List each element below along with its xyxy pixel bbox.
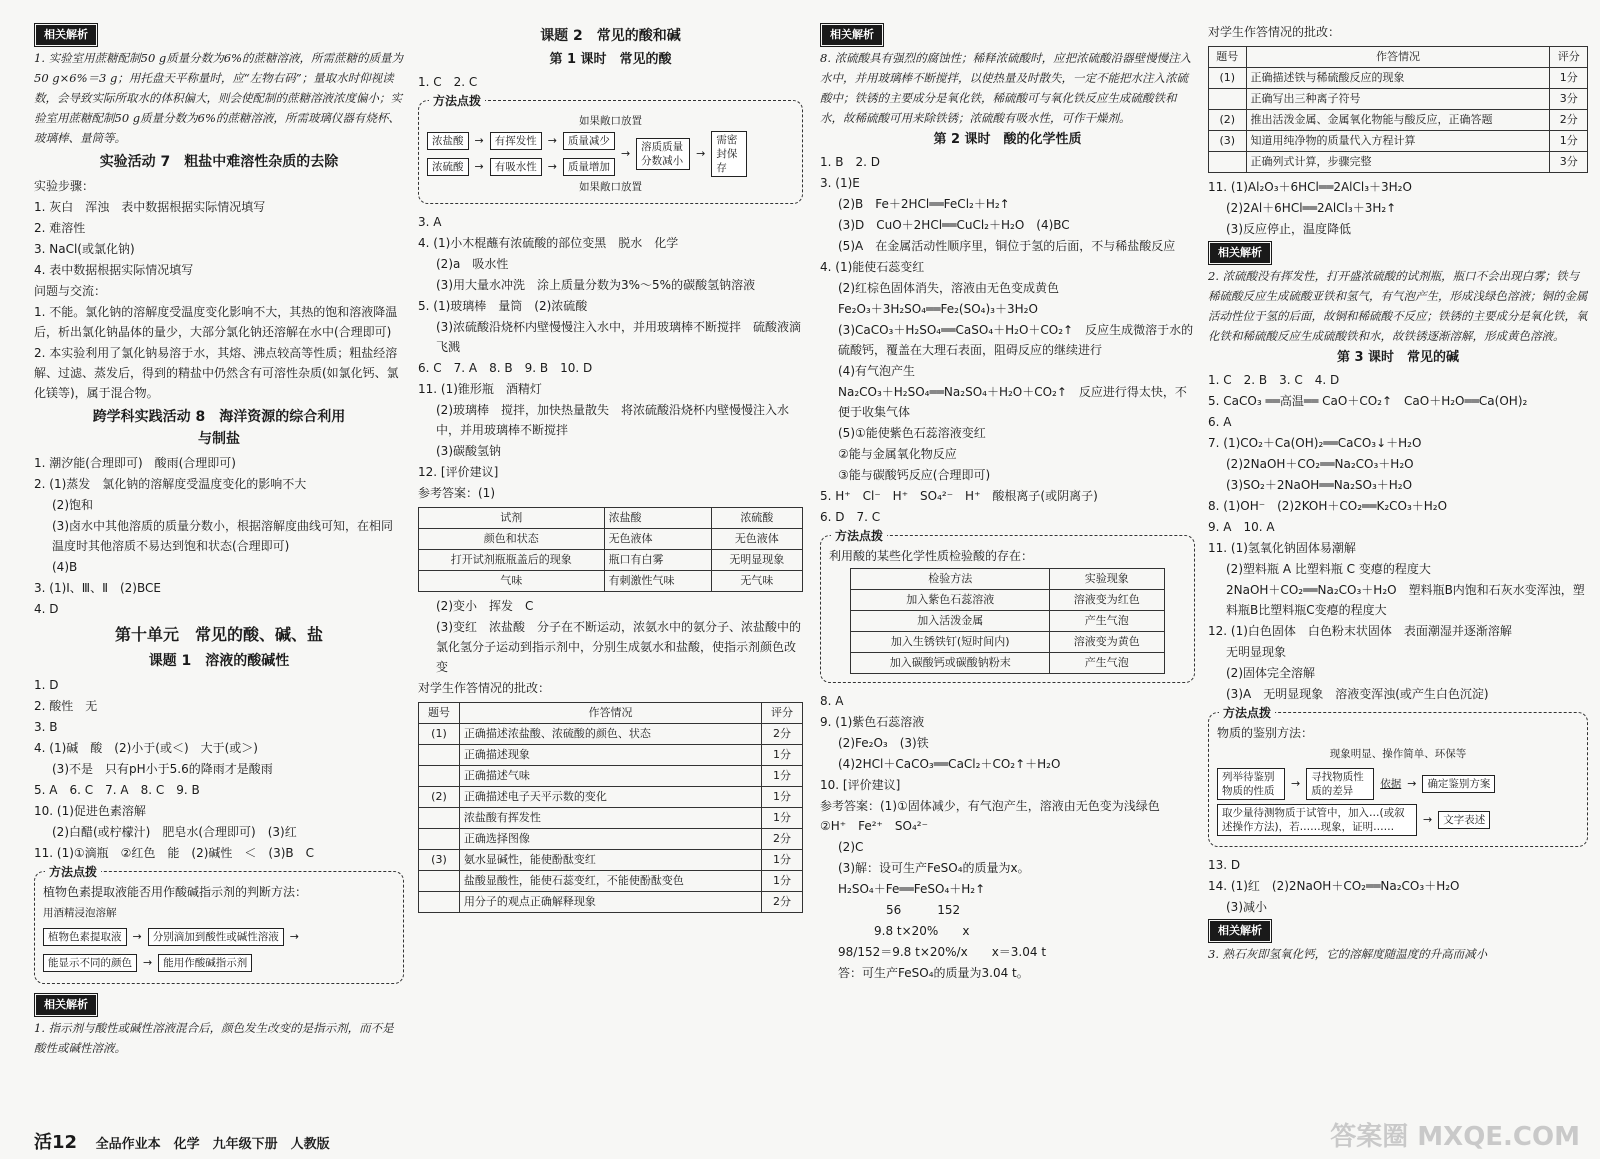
answer-line: 14. (1)红 (2)2NaOH＋CO₂══Na₂CO₃＋H₂O — [1208, 879, 1460, 893]
table-row — [419, 829, 803, 850]
answer-list — [34, 453, 404, 619]
table-cell: 1分 — [762, 787, 803, 808]
table-cell: 有刺激性气味 — [604, 571, 711, 592]
flow-label: 如果敞口放置 — [579, 181, 642, 193]
answer-line: 3. (1)Ⅰ、Ⅲ、Ⅱ (2)BCE — [34, 581, 161, 595]
flow-node: 需密封保存 — [711, 131, 747, 177]
flow-node: 取少量待测物质于试管中，加入…(或叙述操作方法)，若……现象，证明…… — [1217, 804, 1417, 836]
method-tips-title: 方法点拨 — [429, 91, 485, 111]
table-cell: 1分 — [1550, 131, 1588, 152]
answer-line: 10. (1)促进色素溶解 — [34, 804, 146, 818]
answer-line: 1. D — [34, 678, 59, 692]
answer-line: 1. 灰白 浑浊 表中数据根据实际情况填写 — [34, 200, 266, 214]
answer-line: 2NaOH＋CO₂══Na₂CO₃＋H₂O 塑料瓶B内饱和石灰水变浑浊，塑料瓶B比塑料瓶C变瘪的程度大 — [1226, 583, 1585, 617]
answer-line: (2)固体完全溶解 — [1226, 666, 1315, 680]
table-cell: 正确描述气味 — [459, 766, 761, 787]
answer-line: 5. CaCO₃ ══高温══ CaO＋CO₂↑ CaO＋H₂O══Ca(OH)₂ — [1208, 394, 1528, 408]
table-row — [1209, 68, 1588, 89]
method-tips-title: 方法点拨 — [45, 862, 101, 882]
table-cell: 2分 — [1550, 110, 1588, 131]
answer-line: 6. A — [1208, 415, 1232, 429]
column-2 — [418, 22, 803, 1122]
answer-list — [34, 176, 404, 403]
table-cell: 正确写出三种离子符号 — [1246, 89, 1550, 110]
table-cell: (3) — [1209, 131, 1247, 152]
arrow-right-icon: → — [474, 134, 484, 147]
answer-line: 4. (1)能使石蕊变红 — [820, 260, 925, 274]
analysis-text: 8. 浓硫酸具有强烈的腐蚀性；稀释浓硫酸时，应把浓硫酸沿器壁慢慢注入水中，并用玻璃棒不断搅拌，以使热量及时散失，一定不能把水注入浓硫酸中；铁锈的主要成分是氧化铁，稀硫酸可与氧化铁反应生成硫酸铁和水，故稀硫酸可用来除铁锈；浓硫酸有吸水性，可作干燥剂。 — [820, 51, 1192, 125]
answer-line: 答：可生产FeSO₄的质量为3.04 t。 — [838, 966, 1029, 980]
table-row — [1209, 110, 1588, 131]
arrow-right-icon: → — [547, 160, 557, 173]
answer-line: 2. 难溶性 — [34, 221, 86, 235]
answer-line: 11. (1)Al₂O₃＋6HCl══2AlCl₃＋3H₂O — [1208, 180, 1412, 194]
method-tips-box — [820, 529, 1195, 683]
answer-line: 12. (1)白色固体 白色粉末状固体 表面潮湿并逐渐溶解 — [1208, 624, 1512, 638]
lesson-title: 课题 2 常见的酸和碱 — [540, 28, 681, 44]
table-header: 作答情况 — [459, 703, 761, 724]
table-cell: 正确描述现象 — [459, 745, 761, 766]
table-cell: 知道用纯净物的质量代入方程计算 — [1246, 131, 1550, 152]
answer-line: (2)红棕色固体消失，溶液由无色变成黄色 — [838, 281, 1059, 295]
answer-line: (2)塑料瓶 A 比塑料瓶 C 变瘪的程度大 — [1226, 562, 1431, 576]
arrow-right-icon: → — [143, 956, 153, 969]
table-cell: 打开试剂瓶瓶盖后的现象 — [419, 550, 605, 571]
flow-row — [427, 131, 615, 151]
answer-line: 1. B 2. D — [820, 155, 881, 169]
answer-line: (3)反应停止，温度降低 — [1226, 222, 1351, 236]
table-cell: 1分 — [762, 850, 803, 871]
answer-line: 11. (1)锥形瓶 酒精灯 — [418, 382, 542, 396]
table-cell: 正确列式计算，步骤完整 — [1246, 152, 1550, 173]
answer-line: Na₂CO₃＋H₂SO₄══Na₂SO₄＋H₂O＋CO₂↑ 反应进行得太快，不便于收集气体 — [838, 385, 1187, 419]
table-cell: (3) — [419, 850, 460, 871]
table-cell: 溶液变为黄色 — [1050, 632, 1165, 653]
table-row — [1209, 152, 1588, 173]
answer-line: (3)变红 浓盐酸 分子在不断运动，浓氨水中的氨分子、浓盐酸中的氯化氢分子运动到指示剂中，分别生成氨水和盐酸，使指示剂颜色改变 — [436, 620, 802, 674]
table-row — [419, 550, 803, 571]
grading-table — [1208, 46, 1588, 173]
answer-line: 9. (1)紫色石蕊溶液 — [820, 715, 925, 729]
column-4 — [1208, 22, 1588, 1122]
method-tips-title: 方法点拨 — [831, 526, 887, 546]
table-body — [851, 590, 1164, 674]
table-cell: 正确描述浓盐酸、浓硫酸的颜色、状态 — [459, 724, 761, 745]
answer-line: 5. H⁺ Cl⁻ H⁺ SO₄²⁻ H⁺ 酸根离子(或阴离子) — [820, 489, 1098, 503]
answer-list — [1208, 370, 1588, 704]
table-cell: 氨水显碱性，能使酚酞变红 — [459, 850, 761, 871]
table-row — [419, 871, 803, 892]
answer-line: 4. (1)碱 酸 (2)小于(或＜) 大于(或＞) — [34, 741, 258, 755]
answer-line: 3. A — [418, 215, 442, 229]
table-row — [1209, 131, 1588, 152]
arrow-right-icon: → — [1407, 777, 1417, 790]
answer-line: 1. 潮汐能(合理即可) 酸雨(合理即可) — [34, 456, 236, 470]
answer-line: (3)碳酸氢钠 — [436, 444, 501, 458]
table-cell: 1分 — [762, 766, 803, 787]
table-row — [419, 808, 803, 829]
flow-rows — [427, 131, 615, 177]
analysis-tag: 相关解析 — [822, 25, 882, 45]
period-title: 第 2 课时 酸的化学性质 — [933, 132, 1082, 147]
method-tips-desc: 植物色素提取液能否用作酸碱指示剂的判断方法： — [43, 885, 308, 899]
answer-line: (2)饱和 — [52, 498, 93, 512]
table-header-row — [419, 703, 803, 724]
answer-line: (2)玻璃棒 搅拌，加快热量散失 将浓硫酸沿烧杯内壁慢慢注入水中，并用玻璃棒不断搅拌 — [436, 403, 790, 437]
answer-line: 7. (1)CO₂＋Ca(OH)₂══CaCO₃↓＋H₂O — [1208, 436, 1422, 450]
table-cell: 产生气泡 — [1050, 653, 1165, 674]
table-cell: 无色液体 — [711, 529, 802, 550]
arrow-right-icon: → — [132, 930, 142, 943]
page-footer — [34, 1128, 330, 1154]
table-row — [419, 892, 803, 913]
table-body — [1209, 68, 1588, 173]
method-tips-desc: 物质的鉴别方法： — [1217, 726, 1314, 740]
table-row — [419, 571, 803, 592]
table-cell: 加入生锈铁钉(短时间内) — [851, 632, 1050, 653]
answer-list — [820, 152, 1195, 527]
answer-line: 8. A — [820, 694, 844, 708]
book-title: 全品作业本 化学 九年级下册 人教版 — [95, 1137, 330, 1152]
answer-list — [34, 675, 404, 863]
answer-list — [1208, 855, 1588, 917]
table-cell: (2) — [419, 787, 460, 808]
table-cell: 3分 — [1550, 152, 1588, 173]
table-header: 作答情况 — [1246, 47, 1550, 68]
answer-line: (3)D CuO＋2HCl══CuCl₂＋H₂O (4)BC — [838, 218, 1070, 232]
table-header-row — [1209, 47, 1588, 68]
flowchart — [43, 927, 395, 973]
table-cell: 无气味 — [711, 571, 802, 592]
table-cell: 加入活泼金属 — [851, 611, 1050, 632]
table-row — [419, 787, 803, 808]
flowchart — [1217, 804, 1579, 836]
answer-line: 4. 表中数据根据实际情况填写 — [34, 263, 194, 277]
answer-list — [1208, 177, 1588, 239]
table-row — [419, 745, 803, 766]
watermark: 答案圈 MXQE.COM — [1330, 1122, 1580, 1152]
answer-line: H₂SO₄＋Fe══FeSO₄＋H₂↑ — [838, 882, 986, 896]
answer-line: (3)卤水中其他溶质的质量分数小，根据溶解度曲线可知，在相同温度时其他溶质不易达到饱和状态(合理即可) — [52, 519, 394, 553]
answer-line: (2)白醋(或柠檬汁) 肥皂水(合理即可) (3)红 — [52, 825, 297, 839]
method-tips-title: 方法点拨 — [1219, 703, 1275, 723]
table-cell — [419, 892, 460, 913]
table-row — [1209, 89, 1588, 110]
analysis-tag: 相关解析 — [36, 995, 96, 1015]
table-cell: 1分 — [762, 745, 803, 766]
table-row — [851, 653, 1164, 674]
answer-line: 8. (1)OH⁻ (2)2KOH＋CO₂══K₂CO₃＋H₂O — [1208, 499, 1448, 513]
table-cell: 正确描述铁与稀硫酸反应的现象 — [1246, 68, 1550, 89]
answer-line: (4)有气泡产生 — [838, 364, 915, 378]
table-header: 检验方法 — [851, 569, 1050, 590]
flow-node: 寻找物质性质的差异 — [1306, 768, 1374, 800]
table-cell: 浓硫酸 — [711, 508, 802, 529]
answer-line: (2)变小 挥发 C — [436, 599, 534, 613]
answer-line: 无明显现象 — [1226, 645, 1287, 659]
table-cell: 产生气泡 — [1050, 611, 1165, 632]
flow-label: 如果敞口放置 — [579, 115, 642, 127]
answer-line: (4)B — [52, 560, 78, 574]
answer-line: 1. C 2. B 3. C 4. D — [1208, 373, 1340, 387]
unit-title: 第十单元 常见的酸、碱、盐 — [114, 625, 323, 644]
answer-line: 2. 酸性 无 — [34, 699, 98, 713]
period-title: 第 3 课时 常见的碱 — [1336, 350, 1460, 365]
arrow-right-icon: → — [1423, 813, 1433, 826]
flow-node: 浓硫酸 — [427, 158, 469, 176]
flow-node: 文字表述 — [1438, 811, 1490, 829]
page-number: 活12 — [34, 1132, 78, 1153]
answer-line: 4. (1)小木棍蘸有浓硫酸的部位变黑 脱水 化学 — [418, 236, 679, 250]
table-cell: 用分子的观点正确解释现象 — [459, 892, 761, 913]
answer-line: 9.8 t×20% x — [838, 924, 970, 938]
table-header: 题号 — [1209, 47, 1247, 68]
section-heading: 与制盐 — [198, 431, 240, 447]
answer-line: 9. A 10. A — [1208, 520, 1275, 534]
test-method-table — [850, 568, 1164, 674]
method-tips-box — [34, 865, 404, 984]
table-row — [419, 850, 803, 871]
flow-node: 植物色素提取液 — [43, 928, 127, 946]
answer-line: (2)2Al＋6HCl══2AlCl₃＋3H₂↑ — [1226, 201, 1397, 215]
table-header: 评分 — [1550, 47, 1588, 68]
analysis-text: 1. 实验室用蔗糖配制50 g质量分数为6%的蔗糖溶液，所需蔗糖的质量为50 g×6%＝3 g；用托盘天平称量时，应“左物右码”；量取水时仰视读数，会导致实际所取水的体积偏大，则会使配制的蔗糖溶液浓度偏小；实验室用蔗糖配制50 g质量分数为6%的蔗糖溶液，所需玻璃仪器有烧杯、玻璃棒、量筒等。 — [34, 51, 404, 145]
answer-line: 参考答案：(1)①固体减少，有气泡产生，溶液由无色变为浅绿色 ②H⁺ Fe²⁺ SO₄²⁻ — [820, 799, 1172, 833]
flow-node: 浓盐酸 — [427, 132, 469, 150]
arrow-right-icon: → — [289, 930, 299, 943]
table-cell: 盐酸显酸性，能使石蕊变红，不能使酚酞变色 — [459, 871, 761, 892]
flow-node: 有吸水性 — [490, 158, 542, 176]
answer-line: (3)A 无明显现象 溶液变浑浊(或产生白色沉淀) — [1226, 687, 1489, 701]
arrow-right-icon: → — [474, 160, 484, 173]
table-row — [851, 632, 1164, 653]
arrow-right-icon: → — [620, 147, 631, 160]
answer-line: 6. C 7. A 8. B 9. B 10. D — [418, 361, 593, 375]
arrow-right-icon: → — [696, 147, 706, 160]
flow-node: 确定鉴别方案 — [1422, 775, 1495, 793]
answer-line: (5)A 在金属活动性顺序里，铜位于氢的后面，不与稀盐酸反应 — [838, 239, 1176, 253]
answer-line: (3)解：设可生产FeSO₄的质量为x。 — [838, 861, 1030, 875]
analysis-text: 1. 指示剂与酸性或碱性溶液混合后，颜色发生改变的是指示剂，而不是酸性或碱性溶液。 — [34, 1021, 394, 1055]
table-cell: (1) — [1209, 68, 1247, 89]
answer-line: 6. D 7. C — [820, 510, 881, 524]
analysis-tag: 相关解析 — [1210, 243, 1270, 263]
analysis-text: 3. 熟石灰即氢氧化钙，它的溶解度随温度的升高而减小 — [1208, 947, 1488, 961]
flow-node: 列举待鉴别物质的性质 — [1217, 768, 1285, 800]
answer-line: 11. (1)①滴瓶 ②红色 能 (2)碱性 ＜ (3)B C — [34, 846, 315, 860]
answer-line: (5)①能使紫色石蕊溶液变红 — [838, 426, 986, 440]
table-cell: (2) — [1209, 110, 1247, 131]
answer-line: ②能与金属氧化物反应 — [838, 447, 957, 461]
answer-line: 5. A 6. C 7. A 8. C 9. B — [34, 783, 200, 797]
flow-node: 溶质质量分数减小 — [636, 138, 690, 170]
table-cell: 无色液体 — [604, 529, 711, 550]
answer-line: 3. (1)E — [820, 176, 860, 190]
answer-line: (2)B Fe＋2HCl══FeCl₂＋H₂↑ — [838, 197, 1010, 211]
answer-line: (3)用大量水冲洗 涂上质量分数为3%～5%的碳酸氢钠溶液 — [436, 278, 756, 292]
table-row — [419, 766, 803, 787]
answer-list — [820, 691, 1195, 983]
answer-line: 参考答案：(1) — [418, 486, 495, 500]
flow-node: 质量增加 — [563, 158, 615, 176]
column-3 — [820, 22, 1195, 1122]
flow-label: 现象明显、操作简单、环保等 — [1329, 748, 1467, 760]
table-cell: 气味 — [419, 571, 605, 592]
answer-line: (2)a 吸水性 — [436, 257, 509, 271]
flow-node: 能显示不同的颜色 — [43, 954, 137, 972]
table-cell: 瓶口有白雾 — [604, 550, 711, 571]
table-row — [419, 508, 803, 529]
answer-line: 1. 不能。氯化钠的溶解度受温度变化影响不大，其热的饱和溶液降温后，析出氯化钠晶体的量少，大部分氯化钠还溶解在水中(合理即可) — [34, 305, 398, 339]
table-cell: 浓盐酸有挥发性 — [459, 808, 761, 829]
answer-line: Fe₂O₃＋3H₂SO₄══Fe₂(SO₄)₃＋3H₂O — [838, 302, 1038, 316]
table-cell: (1) — [419, 724, 460, 745]
answer-line: (3)浓硫酸沿烧杯内壁慢慢注入水中，并用玻璃棒不断搅拌 硫酸液滴飞溅 — [436, 320, 802, 354]
table-cell: 无明显现象 — [711, 550, 802, 571]
table-cell: 溶液变为红色 — [1050, 590, 1165, 611]
answer-line: 11. (1)氢氧化钠固体易潮解 — [1208, 541, 1356, 555]
answer-line: (2)2NaOH＋CO₂══Na₂CO₃＋H₂O — [1226, 457, 1414, 471]
table-cell — [419, 745, 460, 766]
table-cell: 推出活泼金属、金属氧化物能与酸反应，正确答题 — [1246, 110, 1550, 131]
method-tips-box — [418, 94, 803, 204]
table-cell — [419, 871, 460, 892]
flowchart — [1217, 768, 1579, 800]
method-tips-box — [1208, 706, 1588, 847]
table-cell: 浓盐酸 — [604, 508, 711, 529]
answer-line: 2. (1)蒸发 氯化钠的溶解度受温度变化的影响不大 — [34, 477, 307, 491]
answer-line: (2)C — [838, 840, 864, 854]
answer-line: (2)Fe₂O₃ (3)铁 — [838, 736, 929, 750]
grading-table — [418, 702, 803, 913]
answer-line: 10. [评价建议] — [820, 778, 901, 792]
arrow-right-icon: → — [1291, 777, 1301, 790]
analysis-tag: 相关解析 — [36, 25, 96, 45]
answer-line: 56 152 — [838, 903, 961, 917]
table-row — [851, 611, 1164, 632]
answer-line: ③能与碳酸钙反应(合理即可) — [838, 468, 991, 482]
answer-line: 5. (1)玻璃棒 量筒 (2)浓硫酸 — [418, 299, 588, 313]
column-1 — [34, 22, 404, 1122]
answer-line: 问题与交流： — [34, 284, 107, 298]
flowchart — [427, 131, 794, 177]
table-cell: 2分 — [762, 892, 803, 913]
table-cell — [419, 829, 460, 850]
table-cell: 2分 — [762, 724, 803, 745]
analysis-tag: 相关解析 — [1210, 921, 1270, 941]
table-row — [419, 529, 803, 550]
answer-line: (4)2HCl＋CaCO₃══CaCl₂＋CO₂↑＋H₂O — [838, 757, 1061, 771]
section-heading: 实验活动 7 粗盐中难溶性杂质的去除 — [99, 154, 339, 170]
table-cell: 正确描述电子天平示数的变化 — [459, 787, 761, 808]
flow-node: 分别滴加到酸性或碱性溶液 — [148, 928, 284, 946]
table-cell: 加入紫色石蕊溶液 — [851, 590, 1050, 611]
answer-line: (3)CaCO₃＋H₂SO₄══CaSO₄＋H₂O＋CO₂↑ 反应生成微溶于水的硫酸钙，覆盖在大理石表面，阻碍反应的继续进行 — [838, 323, 1194, 357]
table-header-row — [851, 569, 1164, 590]
answer-line: 4. D — [34, 602, 59, 616]
answer-line: 13. D — [1208, 858, 1241, 872]
table-row — [419, 724, 803, 745]
answer-line: 98/152＝9.8 t×20%/x x＝3.04 t — [838, 945, 1047, 959]
table-cell: 2分 — [762, 829, 803, 850]
table-cell — [1209, 152, 1247, 173]
answer-line: 对学生作答情况的批改： — [418, 681, 551, 695]
arrow-right-icon: → — [547, 134, 557, 147]
table-body — [419, 724, 803, 913]
flow-row — [427, 157, 615, 177]
answer-line: 12. [评价建议] — [418, 465, 499, 479]
table-cell: 试剂 — [419, 508, 605, 529]
analysis-text: 2. 浓硫酸没有挥发性，打开盛浓硫酸的试剂瓶，瓶口不会出现白雾；铁与稀硫酸反应生成硫酸亚铁和氢气，有气泡产生，形成浅绿色溶液；铜的金属活动性位于氢的后面，故铜和稀硫酸不反应；铁锈的主要成分是氧化铁，氧化铁和稀硫酸反应生成硫酸铁和水，故铁锈逐渐溶解，形成黄色溶液。 — [1208, 269, 1588, 343]
reagent-table — [418, 507, 803, 592]
table-cell: 正确选择图像 — [459, 829, 761, 850]
answer-line: (3)不是 只有pH小于5.6的降雨才是酸雨 — [52, 762, 273, 776]
table-cell: 1分 — [1550, 68, 1588, 89]
method-tips-desc: 利用酸的某些化学性质检验酸的存在： — [829, 549, 1034, 563]
flow-node: 有挥发性 — [490, 132, 542, 150]
table-cell: 颜色和状态 — [419, 529, 605, 550]
answer-line: 1. C 2. C — [418, 75, 478, 89]
table-cell: 1分 — [762, 871, 803, 892]
answer-line: 3. NaCl(或氯化钠) — [34, 242, 135, 256]
answer-line: 对学生作答情况的批改： — [1208, 25, 1341, 39]
table-cell — [1209, 89, 1247, 110]
table-cell — [419, 766, 460, 787]
answer-line: (3)SO₂＋2NaOH══Na₂SO₃＋H₂O — [1226, 478, 1413, 492]
flow-node: 能用作酸碱指示剂 — [158, 954, 252, 972]
section-heading: 跨学科实践活动 8 海洋资源的综合利用 — [92, 409, 346, 425]
answer-list — [418, 212, 803, 503]
period-title: 第 1 课时 常见的酸 — [549, 52, 672, 67]
table-cell: 加入碳酸钙或碳酸钠粉末 — [851, 653, 1050, 674]
table-row — [851, 590, 1164, 611]
answer-line: 3. B — [34, 720, 58, 734]
table-header: 题号 — [419, 703, 460, 724]
flow-label: 用酒精浸泡溶解 — [43, 907, 117, 919]
lesson-title: 课题 1 溶液的酸碱性 — [148, 653, 290, 669]
flow-label: 依据 — [1380, 778, 1402, 790]
answer-line: 2. 本实验利用了氯化钠易溶于水，其熔、沸点较高等性质；粗盐经溶解、过滤、蒸发后，得到的精盐中仍然含有可溶性杂质(如氯化钙、氯化镁等)，属于混合物。 — [34, 346, 399, 400]
answer-list — [418, 596, 803, 698]
table-cell: 3分 — [1550, 89, 1588, 110]
table-header: 实验现象 — [1050, 569, 1165, 590]
table-header: 评分 — [762, 703, 803, 724]
flow-node: 质量减少 — [563, 132, 615, 150]
answer-line: 实验步骤： — [34, 179, 95, 193]
table-cell: 1分 — [762, 808, 803, 829]
table-cell — [419, 808, 460, 829]
answer-line: (3)减小 — [1226, 900, 1267, 914]
